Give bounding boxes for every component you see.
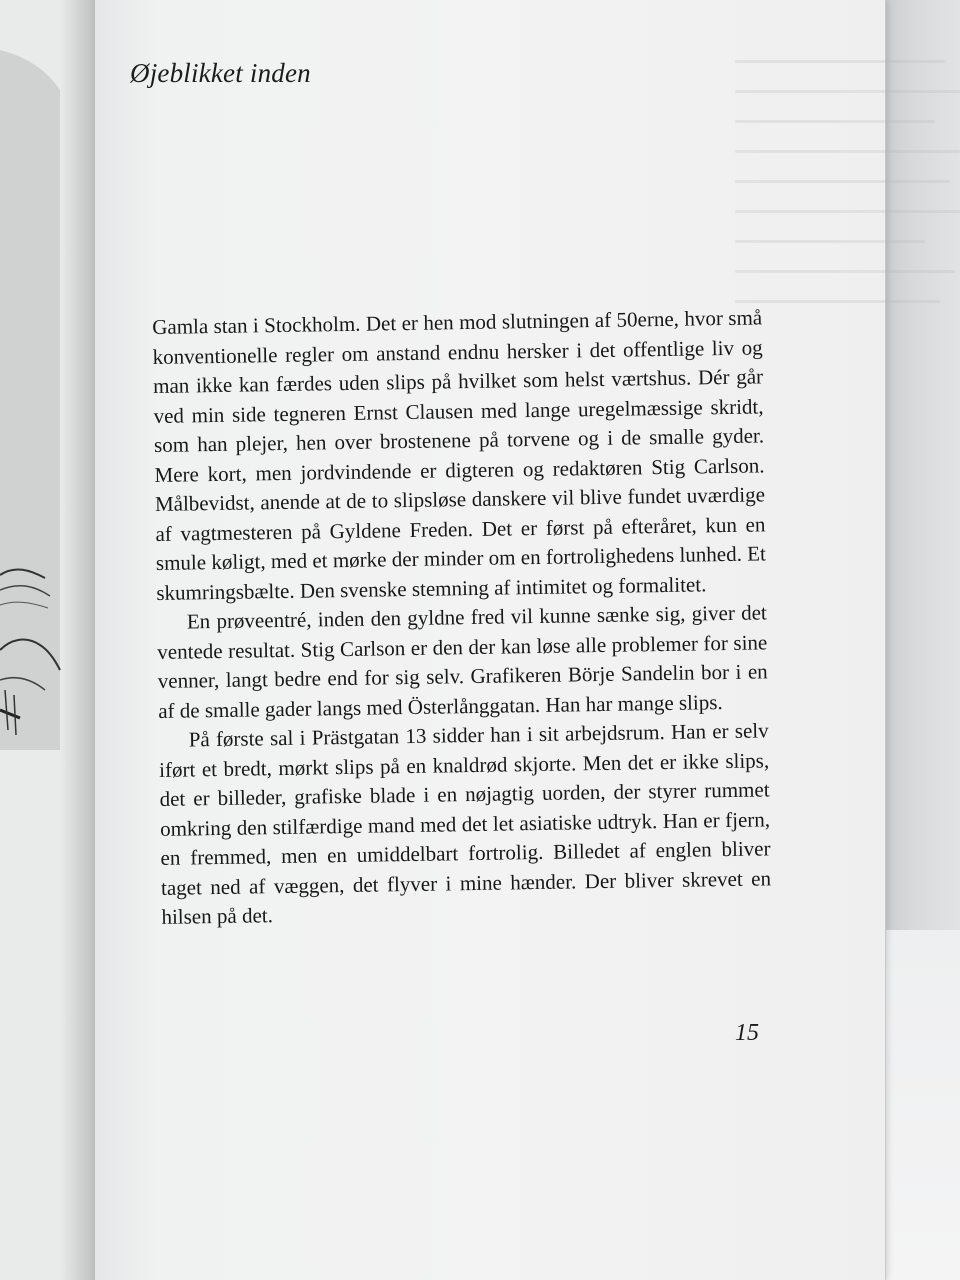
paragraph-1: Gamla stan i Stockholm. Det er hen mod slutningen af 50erne, hvor små konventionelle regler om anstand endnu hersker i det offentlige liv og man ikke kan færdes uden slips på hvilket som helst værtshus. Dér går ved min side tegneren Ernst Clausen med lange uregelmæssige skridt, som han plejer, hen over brostenene på torvene og i de smalle gyder. Mere kort, men jordvindende er digteren og redaktøren Stig Carlson. Målbevidst, anende at de to slipsløse danskere vil blive fundet uværdige af vagtmesteren på Gyldene Freden. Det er først på efteråret, kun en smule køligt, med et mørke der minder om en fortrolighedens lunhed. Et skumringsbælte. Den svenske stemning af intimitet og formalitet. xyxy=(152,305,767,605)
bleed-through-text xyxy=(735,60,960,320)
background-table xyxy=(880,930,960,1280)
chapter-title: Øjeblikket inden xyxy=(130,58,311,88)
paragraph-2: En prøveentré, inden den gyldne fred vil kunne sænke sig, giver det ventede resultat. Stig Carlson er den der kan løse alle problemer for sine venner, langt bedre end for sig selv. Grafikeren Börje Sandelin bor i en af de smalle gader langs med Österlånggatan. Han har mange slips. xyxy=(157,600,768,723)
page-number: 15 xyxy=(735,1020,759,1046)
body-text xyxy=(152,303,772,932)
facing-page xyxy=(0,0,110,1280)
paragraph-3: På første sal i Prästgatan 13 sidder han i sit arbejdsrum. Han er selv iført et bredt, mørkt slips på en knaldrød skjorte. Men det er ikke slips, det er billeder, grafiske blade i en nøjagtig uorden, der styrer rummet omkring den stilfærdige mand med det let asiatiske udtryk. Han er fjern, en fremmed, men en umiddelbart fortrolig. Billedet af englen bliver taget ned af væggen, det flyver i mine hænder. Der bliver skrevet en hilsen på det. xyxy=(158,718,772,929)
